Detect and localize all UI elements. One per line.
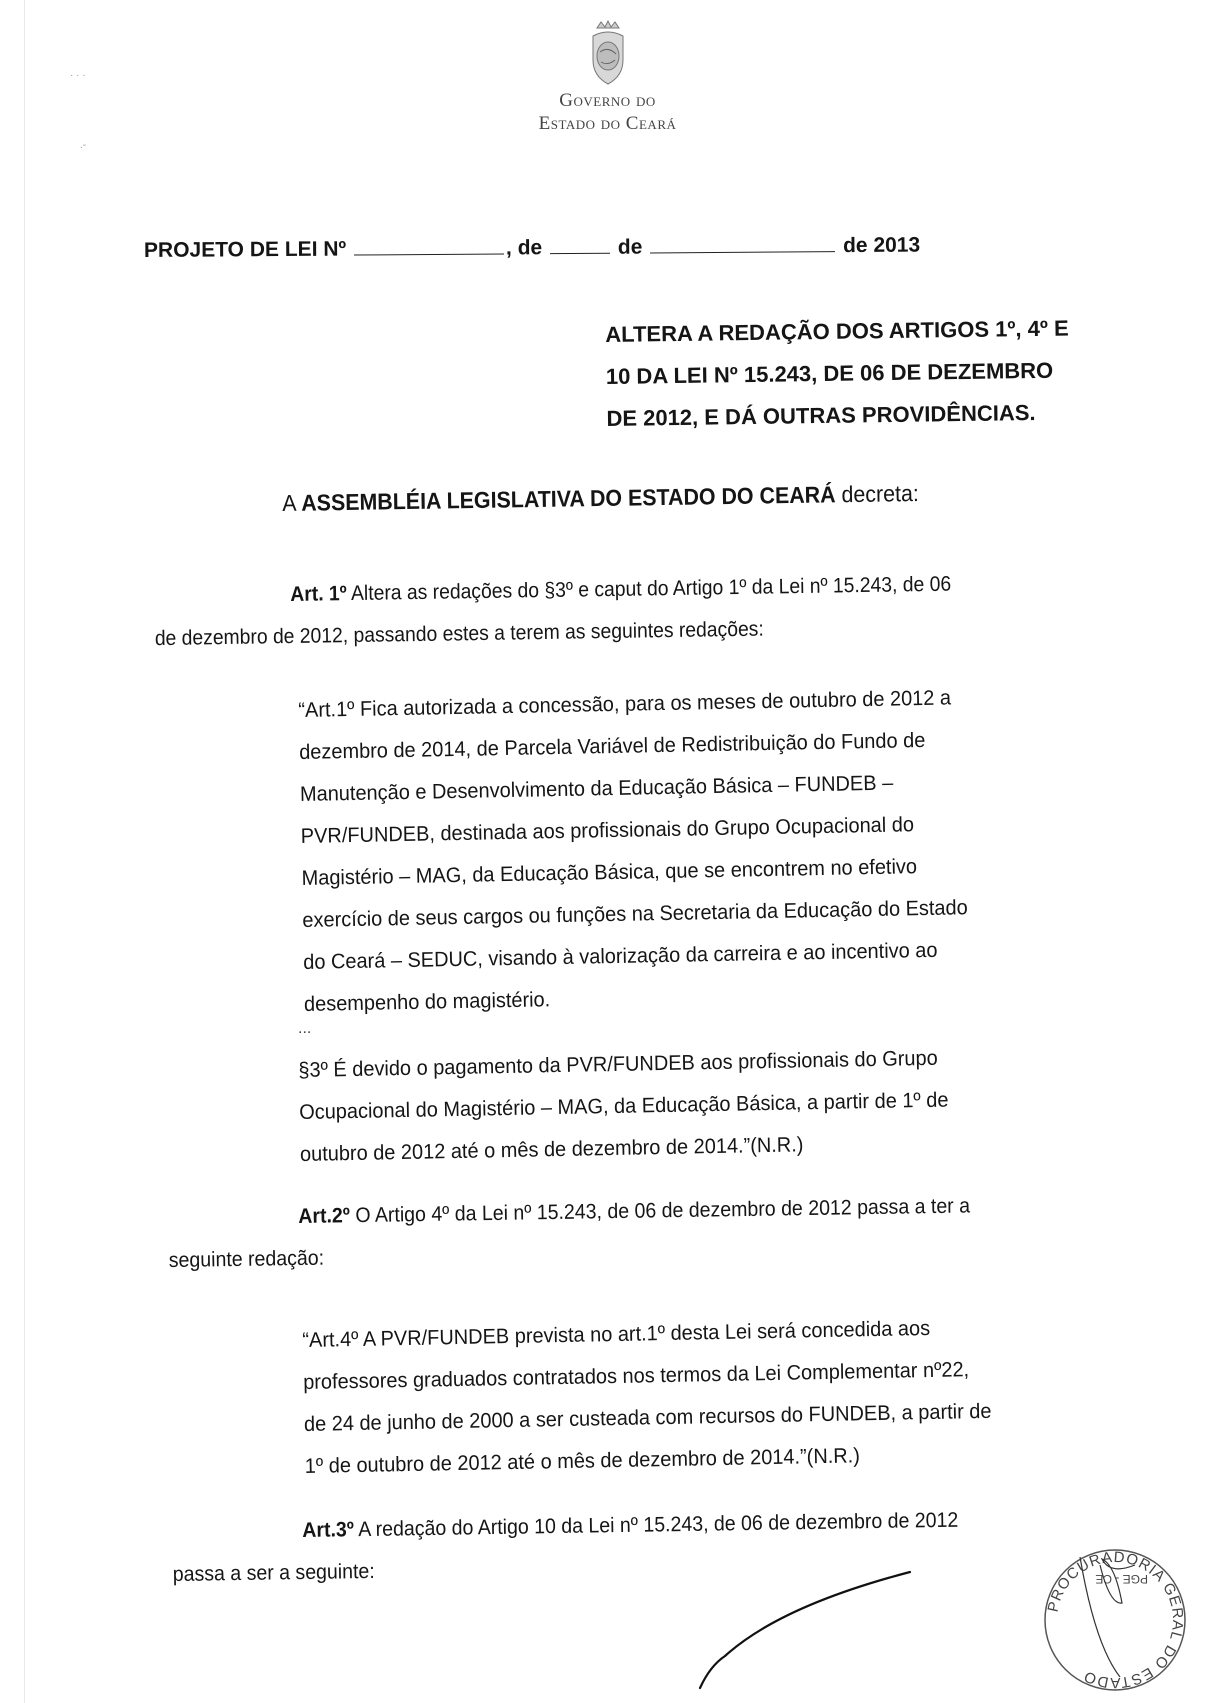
quote-line: 1º de outubro de 2012 até o mês de dezembro de 2014.”(N.R.) <box>304 1444 861 1478</box>
quoted-article-1 <box>298 675 1064 1026</box>
scan-speck: · · · <box>70 70 86 81</box>
quoted-article-4 <box>302 1305 1065 1488</box>
article-1-line2: de dezembro de 2012, passando estes a terem as seguintes redações: <box>154 617 764 651</box>
article-1 <box>154 562 1036 658</box>
article-2-line2: seguinte redação: <box>168 1246 325 1273</box>
enacting-clause <box>282 480 919 517</box>
bill-title <box>144 233 920 263</box>
quote-line: “Art.1º Fica autorizada a concessão, para os meses de outubro de 2012 a <box>298 686 952 722</box>
title-prefix: PROJETO DE LEI Nº <box>143 237 347 262</box>
title-separator: de <box>617 235 643 259</box>
stamp-code: PGE - CE <box>1095 1572 1148 1586</box>
legislature-name: ASSEMBLÉIA LEGISLATIVA DO ESTADO DO CEARÁ <box>301 481 836 516</box>
quote-line: outubro de 2012 até o mês de dezembro de 2014.”(N.R.) <box>299 1133 804 1166</box>
bill-summary <box>605 307 1107 440</box>
government-name-line1: GOVERNO DO <box>559 90 656 111</box>
bill-number-blank <box>354 235 504 255</box>
summary-line: 10 DA LEI Nº 15.243, DE 06 DE DEZEMBRO <box>605 357 1054 389</box>
scan-speck: .- <box>80 140 87 151</box>
quote-line: dezembro de 2014, de Parcela Variável de Redistribuição do Fundo de <box>298 728 926 764</box>
summary-line: DE 2012, E DÁ OUTRAS PROVIDÊNCIAS. <box>606 399 1036 431</box>
month-blank <box>650 233 835 253</box>
quote-line: exercício de seus cargos ou funções na Secretaria da Educação do Estado <box>302 896 968 932</box>
quote-line: do Ceará – SEDUC, visando à valorização da carreira e ao incentivo ao <box>303 938 938 974</box>
attorney-general-stamp-icon <box>1040 1545 1190 1695</box>
enacting-prefix: A <box>282 489 302 516</box>
letterhead <box>0 18 1215 136</box>
scan-edge-line <box>24 0 25 1703</box>
day-blank <box>550 235 610 254</box>
article-text: A redação do Artigo 10 da Lei nº 15.243, de 06 de dezembro de 2012 <box>353 1508 959 1542</box>
quote-line: desempenho do magistério. <box>303 988 551 1016</box>
government-name-line2: ESTADO DO CEARÁ <box>538 113 677 134</box>
quote-line: §3º É devido o pagamento da PVR/FUNDEB aos profissionais do Grupo <box>298 1046 938 1082</box>
quoted-paragraph-3 <box>298 1035 1060 1176</box>
enacting-suffix: decreta: <box>835 479 919 508</box>
article-text: Altera as redações do §3º e caput do Artigo 1º da Lei nº 15.243, de 06 <box>346 572 952 606</box>
quote-line: professores graduados contratados nos termos da Lei Complementar nº22, <box>302 1358 970 1394</box>
article-text: O Artigo 4º da Lei nº 15.243, de 06 de dezembro de 2012 passa a ter a <box>349 1194 971 1228</box>
quote-line: “Art.4º A PVR/FUNDEB prevista no art.1º desta Lei será concedida aos <box>302 1316 931 1352</box>
summary-line: ALTERA A REDAÇÃO DOS ARTIGOS 1º, 4º E <box>605 315 1069 347</box>
article-label: Art.3º <box>302 1518 355 1542</box>
quote-line: Manutenção e Desenvolvimento da Educação Básica – FUNDEB – <box>299 771 894 806</box>
article-label: Art. 1º <box>290 582 347 606</box>
article-3-line2: passa a ser a seguinte: <box>172 1559 375 1587</box>
article-2 <box>168 1184 1048 1280</box>
handwritten-signature-icon <box>690 1570 930 1700</box>
omission-ellipsis: ... <box>298 1020 312 1037</box>
quote-line: de 24 de junho de 2000 a ser custeada com recursos do FUNDEB, a partir de <box>303 1399 992 1436</box>
quote-line: PVR/FUNDEB, destinada aos profissionais do Grupo Ocupacional do <box>300 813 915 848</box>
title-separator: , de <box>505 236 543 260</box>
quote-line: Ocupacional do Magistério – MAG, da Educação Básica, a partir de 1º de <box>298 1088 949 1124</box>
stamp-text: PROCURADORIA GERAL DO ESTADO <box>1044 1548 1187 1692</box>
title-year: de 2013 <box>842 233 921 258</box>
state-coat-of-arms-icon <box>585 18 631 90</box>
quote-line: Magistério – MAG, da Educação Básica, que se encontrem no efetivo <box>301 855 918 890</box>
article-label: Art.2º <box>298 1204 351 1228</box>
